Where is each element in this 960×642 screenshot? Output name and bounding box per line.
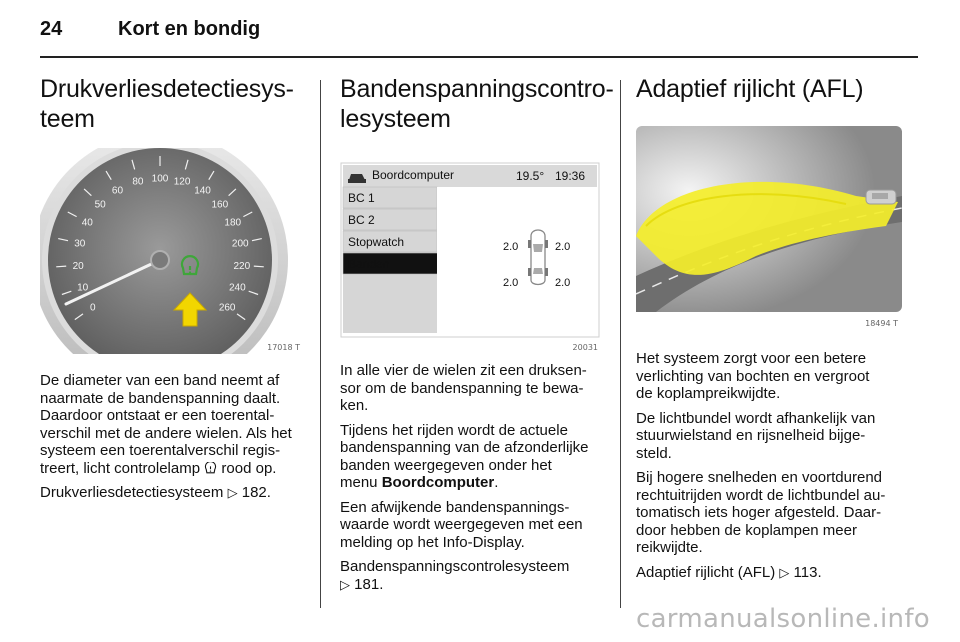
gauge-speed-label: 100 (151, 173, 169, 185)
gauge-speed-label: 140 (194, 185, 211, 197)
reference-arrow-icon: ▷ (340, 576, 350, 592)
screen-temperature: 19.5° (516, 169, 545, 183)
paragraph: Een afwijkende bandenspannings- waarde wordt weergegeven met een melding op het Info-Display. (340, 498, 583, 551)
reference-arrow-icon: ▷ (779, 564, 790, 580)
screen-menu-title: Boordcomputer (372, 168, 455, 182)
screen-clock: 19:36 (555, 169, 586, 183)
gauge-speed-label: 30 (74, 238, 86, 250)
pressure-rear-left: 2.0 (503, 277, 519, 289)
speedometer-illustration (40, 148, 304, 354)
pressure-front-left: 2.0 (503, 241, 519, 253)
gauge-tick (56, 266, 66, 267)
section-body-bandenspanning (340, 362, 606, 593)
screen-menu-item: Stopwatch (348, 235, 405, 249)
screen-menu-item: Banden (348, 257, 390, 271)
paragraph: Bij hogere snelheden en voortdurend rechtuitrijden wordt de lichtbundel au- tomatisch iets hoger afgesteld. Daar- door hebben de koplampen meer reikwijdte. (636, 469, 886, 556)
page-header (40, 18, 918, 58)
column-bandenspanning (340, 74, 614, 600)
needle-hub (151, 251, 169, 269)
cross-reference[interactable]: Bandenspanningscontrolesysteem ▷ 181. (340, 558, 570, 593)
gauge-speed-label: 0 (90, 302, 96, 314)
tire-pressure-icon (204, 462, 217, 475)
section-title-drukverlies: Drukverliesdetectiesys- teem (40, 75, 294, 133)
figure-id: 17018 T (267, 343, 300, 352)
gauge-tick (254, 266, 264, 267)
column-drukverlies (40, 74, 306, 509)
header-rule (40, 56, 918, 58)
paragraph: Het systeem zorgt voor een betere verlichting van bochten en vergroot de koplampreikwijdte. (636, 350, 870, 402)
cross-reference[interactable]: Drukverliesdetectiesysteem ▷ 182. (40, 484, 271, 501)
section-body-drukverlies (40, 372, 306, 502)
car-top-view-icon (528, 230, 548, 285)
reference-arrow-icon: ▷ (227, 485, 238, 500)
menu-name-boordcomputer: Boordcomputer (381, 474, 495, 491)
gauge-speed-label: 10 (77, 282, 89, 294)
gauge-speed-label: 160 (211, 199, 229, 211)
gauge-speed-label: 50 (94, 199, 106, 211)
paragraph: In alle vier de wielen zit een druksen- sor om de bandenspanning te bewa- ken. (340, 362, 587, 414)
gauge-speed-label: 80 (132, 176, 144, 188)
section-title-afl: Adaptief rijlicht (AFL) (636, 75, 864, 103)
gauge-speed-label: 200 (231, 238, 249, 250)
gauge-speed-label: 120 (173, 176, 191, 188)
pressure-front-right: 2.0 (555, 241, 571, 253)
chapter-title: Kort en bondig (118, 18, 261, 40)
gauge-speed-label: 180 (224, 217, 242, 229)
gauge-speed-label: 220 (233, 260, 251, 272)
afl-figure (636, 126, 902, 332)
paragraph: De lichtbundel wordt afhankelijk van stuurwielstand en rijsnelheid bijge- steld. (636, 409, 876, 462)
display-figure (340, 162, 602, 354)
section-title-bandenspanning: Bandenspanningscontro- lesysteem (340, 75, 614, 133)
info-display-screen (340, 162, 602, 354)
section-body-afl (636, 350, 902, 581)
paragraph: Tijdens het rijden wordt de actuele bandenspanning van de afzonderlijke banden weergegeven onder het menu Boordcomputer. (340, 421, 589, 491)
gauge-speed-label: 240 (229, 282, 246, 294)
column-afl (636, 74, 902, 588)
speedometer-figure (40, 148, 304, 354)
screen-menu-item: BC 2 (348, 213, 375, 227)
gauge-speed-label: 60 (111, 185, 124, 197)
figure-id: 18494 T (865, 319, 898, 328)
paragraph: De diameter van een band neemt af naarmate de bandenspanning daalt. Daardoor ontstaat er een toerental- verschil met de andere wielen. Als het systeem een toerentalverschil regis- treert, licht controlelamp rood op. (40, 372, 292, 477)
watermark: carmanualsonline.info (635, 604, 930, 634)
column-divider-2 (620, 80, 621, 608)
headlight-beam-illustration (636, 126, 902, 332)
page-number: 24 (40, 18, 63, 40)
oncoming-car-icon (866, 190, 896, 204)
figure-id: 20031 (572, 343, 598, 352)
pressure-rear-right: 2.0 (555, 277, 571, 289)
column-divider-1 (320, 80, 321, 608)
gauge-speed-label: 40 (81, 217, 93, 229)
gauge-speed-label: 260 (218, 302, 236, 314)
screen-menu-item: BC 1 (348, 191, 375, 205)
cross-reference[interactable]: Adaptief rijlicht (AFL) ▷ 113. (636, 563, 822, 581)
gauge-speed-label: 20 (72, 260, 84, 272)
